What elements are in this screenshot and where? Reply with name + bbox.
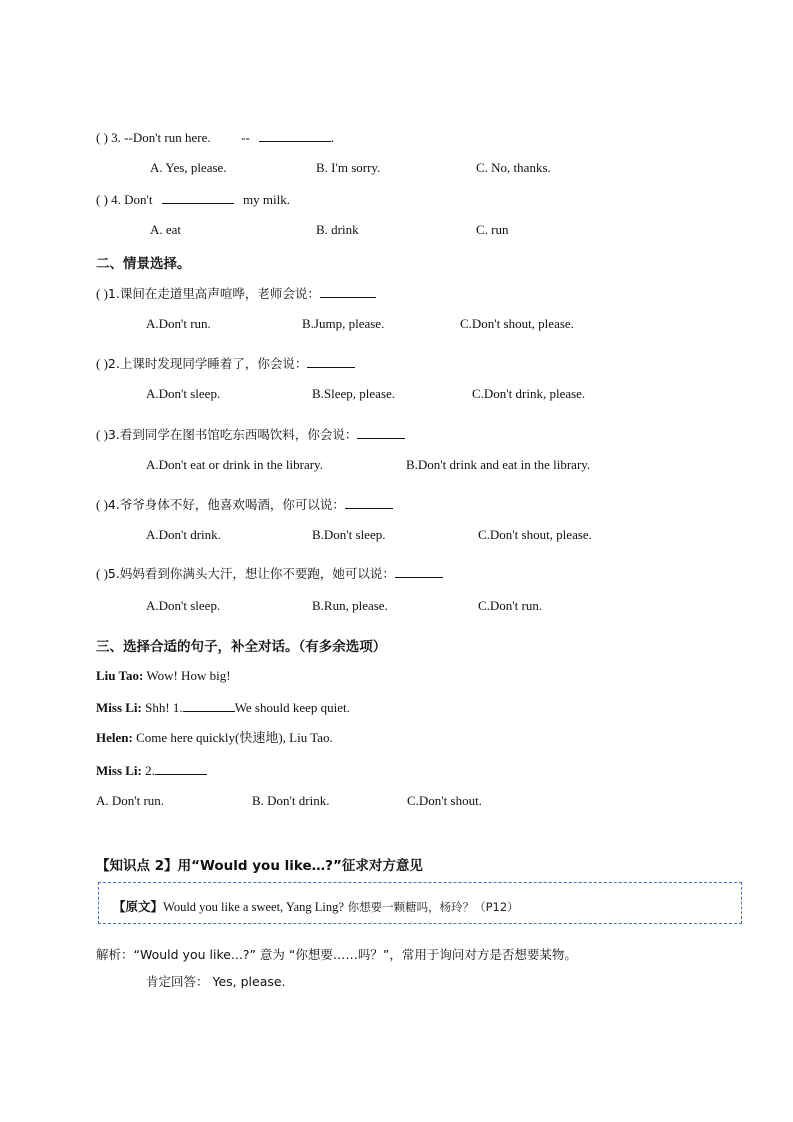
option-b: B.Don't drink and eat in the library. <box>406 457 591 472</box>
option-a: A.Don't sleep. <box>146 386 221 401</box>
dialogue-line-3: Helen: Come here quickly(快速地), Liu Tao. <box>96 730 333 745</box>
option-b: B.Run, please. <box>312 598 388 613</box>
dialogue-line-1: Liu Tao: Wow! How big! <box>96 668 231 683</box>
answer-blank[interactable] <box>395 565 443 578</box>
answer-blank[interactable] <box>357 426 405 439</box>
answer-blank[interactable] <box>155 762 207 775</box>
dash: -- <box>241 130 250 145</box>
s2-question-5: ( )5.妈妈看到你满头大汗，想让你不要跑，她可以说： <box>96 565 443 582</box>
answer-blank[interactable] <box>183 699 235 712</box>
option-a: A.Don't run. <box>146 316 211 331</box>
answer-paren: ( ) <box>96 130 108 145</box>
option-b: B.Jump, please. <box>302 316 385 331</box>
s2-question-3: ( )3.看到同学在图书馆吃东西喝饮料，你会说： <box>96 426 405 443</box>
answer-blank[interactable] <box>307 355 355 368</box>
original-text: 【原文】Would you like a sweet, Yang Ling? 你想要一颗糖吗，杨玲？（P12） <box>113 899 519 914</box>
section-2-title: 二、情景选择。 <box>96 256 191 272</box>
option-c: C. No, thanks. <box>476 160 551 175</box>
answer-blank[interactable] <box>345 496 393 509</box>
option-b: B. I'm sorry. <box>316 160 381 175</box>
speaker: Helen: <box>96 730 133 745</box>
s2-question-4: ( )4.爷爷身体不好，他喜欢喝酒，你可以说： <box>96 496 393 513</box>
s2-question-2: ( )2.上课时发现同学睡着了，你会说： <box>96 355 355 372</box>
option-a: A. Yes, please. <box>150 160 227 175</box>
section-3-title: 三、选择合适的句子，补全对话。（有多余选项） <box>96 639 387 655</box>
analysis-text: 解析：“Would you like...?” 意为 “你想要……吗？”，常用于询问对方是否想要某物。 <box>96 947 577 962</box>
answer-paren: ( ) <box>96 192 108 207</box>
question-4: ( ) 4. Don't my milk. <box>96 192 290 207</box>
original-text-box <box>98 882 742 924</box>
positive-answer: 肯定回答： Yes, please. <box>146 974 286 989</box>
answer-blank[interactable] <box>162 191 234 204</box>
option-c: C.Don't drink, please. <box>472 386 586 401</box>
option-a: A. Don't run. <box>96 793 165 808</box>
dialogue-line-4: Miss Li: 2. <box>96 762 207 779</box>
speaker: Miss Li: <box>96 700 142 715</box>
box-label: 【原文】 <box>113 899 164 914</box>
s2-question-1: ( )1.课间在走道里高声喧哗，老师会说： <box>96 285 376 302</box>
option-c: C.Don't shout. <box>407 793 482 808</box>
speaker: Liu Tao: <box>96 668 144 683</box>
option-c: C.Don't run. <box>478 598 543 613</box>
option-a: A.Don't eat or drink in the library. <box>146 457 323 472</box>
option-c: C.Don't shout, please. <box>460 316 574 331</box>
answer-blank[interactable] <box>320 285 376 298</box>
speaker: Miss Li: <box>96 763 142 778</box>
answer-blank[interactable] <box>259 129 331 142</box>
option-a: A. eat <box>150 222 182 237</box>
option-c: C. run <box>476 222 509 237</box>
option-b: B. Don't drink. <box>252 793 330 808</box>
dialogue-line-2: Miss Li: Shh! 1. We should keep quiet. <box>96 700 350 715</box>
question-stem: 3. --Don't run here. <box>111 130 211 145</box>
option-b: B.Don't sleep. <box>312 527 386 542</box>
knowledge-point-title: 【知识点 2】用“Would you like…?”征求对方意见 <box>96 858 423 874</box>
option-b: B. drink <box>316 222 359 237</box>
option-a: A.Don't sleep. <box>146 598 221 613</box>
option-a: A.Don't drink. <box>146 527 221 542</box>
question-3: ( ) 3. --Don't run here. -- . <box>96 130 335 145</box>
option-c: C.Don't shout, please. <box>478 527 592 542</box>
option-b: B.Sleep, please. <box>312 386 396 401</box>
